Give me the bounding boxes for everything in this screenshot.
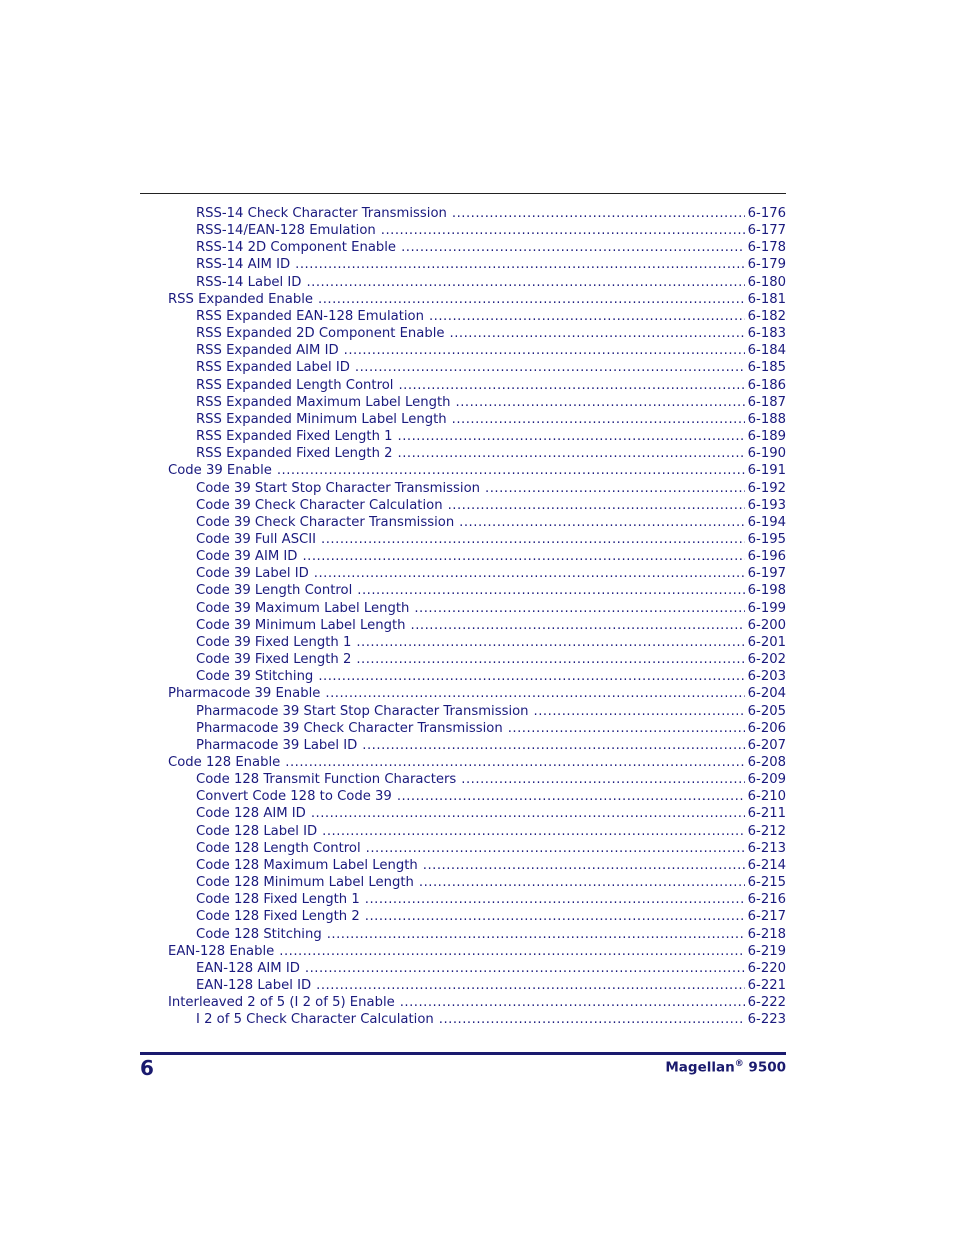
toc-dot-leader <box>357 582 744 599</box>
toc-entry-title[interactable]: Code 39 Fixed Length 1 <box>196 634 352 650</box>
toc-entry[interactable] <box>168 514 786 531</box>
toc-entry-title[interactable]: RSS-14 AIM ID <box>196 257 291 273</box>
toc-entry[interactable] <box>168 411 786 428</box>
toc-dot-leader <box>365 891 745 908</box>
toc-dot-leader <box>429 308 745 325</box>
toc-entry[interactable] <box>168 926 786 943</box>
toc-entry[interactable] <box>168 891 786 908</box>
toc-entry[interactable] <box>168 256 786 273</box>
toc-dot-leader <box>295 256 745 273</box>
footer-rule <box>140 1052 786 1055</box>
toc-entry[interactable] <box>168 805 786 822</box>
toc-entry[interactable] <box>168 857 786 874</box>
toc-entry[interactable] <box>168 1011 786 1028</box>
toc-entry-page[interactable]: 6-190 <box>747 446 786 462</box>
toc-entry[interactable] <box>168 548 786 565</box>
toc-entry-page[interactable]: 6-185 <box>747 360 786 376</box>
toc-entry-title[interactable]: Pharmacode 39 Start Stop Character Transmission <box>196 703 529 719</box>
toc-dot-leader <box>344 342 745 359</box>
table-of-contents <box>168 205 786 1029</box>
toc-entry-title[interactable]: Code 128 Maximum Label Length <box>196 857 418 873</box>
toc-dot-leader <box>534 703 745 720</box>
toc-dot-leader <box>318 291 745 308</box>
toc-dot-leader <box>461 771 744 788</box>
toc-dot-leader <box>279 943 744 960</box>
toc-entry-title[interactable]: RSS-14 2D Component Enable <box>196 240 397 256</box>
toc-entry[interactable] <box>168 291 786 308</box>
toc-entry[interactable] <box>168 943 786 960</box>
toc-entry-title[interactable]: RSS-14 Label ID <box>196 274 302 290</box>
toc-dot-leader <box>400 994 745 1011</box>
toc-entry-page[interactable]: 6-212 <box>747 823 786 839</box>
toc-entry[interactable] <box>168 531 786 548</box>
toc-entry-title[interactable]: Interleaved 2 of 5 (I 2 of 5) Enable <box>168 995 395 1011</box>
toc-entry[interactable] <box>168 565 786 582</box>
toc-entry-page[interactable]: 6-178 <box>747 240 786 256</box>
toc-dot-leader <box>448 497 745 514</box>
toc-entry-title[interactable]: RSS Expanded AIM ID <box>196 343 339 359</box>
toc-entry-title[interactable]: Code 39 Check Character Transmission <box>196 514 455 530</box>
toc-entry-title[interactable]: Code 128 Transmit Function Characters <box>196 772 457 788</box>
toc-entry[interactable] <box>168 582 786 599</box>
toc-entry[interactable] <box>168 788 786 805</box>
toc-entry-title[interactable]: Convert Code 128 to Code 39 <box>196 789 392 805</box>
toc-entry-page[interactable]: 6-220 <box>747 960 786 976</box>
toc-entry-title[interactable]: Code 39 AIM ID <box>196 549 298 565</box>
toc-entry[interactable] <box>168 908 786 925</box>
toc-entry-page[interactable]: 6-196 <box>747 549 786 565</box>
toc-dot-leader <box>362 737 744 754</box>
toc-entry[interactable] <box>168 205 786 222</box>
toc-entry[interactable] <box>168 600 786 617</box>
toc-dot-leader <box>452 205 745 222</box>
header-rule <box>140 193 786 194</box>
toc-entry-title[interactable]: RSS Expanded Maximum Label Length <box>196 394 451 410</box>
toc-entry[interactable] <box>168 342 786 359</box>
product-name: Magellan <box>665 1059 735 1076</box>
toc-dot-leader <box>459 514 745 531</box>
toc-dot-leader <box>439 1011 745 1028</box>
toc-dot-leader <box>423 857 745 874</box>
toc-dot-leader <box>277 462 745 479</box>
toc-entry[interactable] <box>168 274 786 291</box>
toc-entry-page[interactable]: 6-211 <box>747 806 786 822</box>
toc-entry-page[interactable]: 6-203 <box>747 669 786 685</box>
toc-dot-leader <box>356 651 744 668</box>
toc-entry-page[interactable]: 6-208 <box>747 755 786 770</box>
toc-entry-page[interactable]: 6-197 <box>747 566 786 582</box>
toc-entry-page[interactable]: 6-202 <box>747 652 786 668</box>
toc-entry[interactable] <box>168 703 786 720</box>
toc-dot-leader <box>305 960 745 977</box>
toc-entry-page[interactable]: 6-219 <box>747 943 786 959</box>
toc-dot-leader <box>398 377 744 394</box>
toc-entry[interactable] <box>168 994 786 1011</box>
toc-entry-page[interactable]: 6-204 <box>747 686 786 702</box>
toc-entry-page[interactable]: 6-223 <box>747 1012 786 1028</box>
toc-entry[interactable] <box>168 960 786 977</box>
toc-dot-leader <box>366 840 745 857</box>
toc-dot-leader <box>414 600 744 617</box>
toc-entry-title[interactable]: RSS Expanded Label ID <box>196 360 350 376</box>
toc-entry-page[interactable]: 6-201 <box>747 634 786 650</box>
toc-dot-leader <box>398 445 745 462</box>
toc-entry[interactable] <box>168 685 786 702</box>
toc-dot-leader <box>419 874 745 891</box>
toc-entry[interactable] <box>168 325 786 342</box>
toc-entry-title[interactable]: Pharmacode 39 Check Character Transmission <box>196 720 503 736</box>
toc-entry-title[interactable]: RSS-14/EAN-128 Emulation <box>196 223 376 239</box>
toc-entry-page[interactable]: 6-189 <box>747 429 786 445</box>
toc-entry-title[interactable]: Pharmacode 39 Enable <box>168 686 321 702</box>
toc-entry-page[interactable]: 6-200 <box>747 617 786 633</box>
toc-dot-leader <box>450 325 745 342</box>
toc-entry[interactable] <box>168 239 786 256</box>
toc-entry[interactable] <box>168 771 786 788</box>
toc-dot-leader <box>314 565 745 582</box>
toc-entry-page[interactable]: 6-221 <box>747 978 786 994</box>
toc-entry[interactable] <box>168 823 786 840</box>
toc-dot-leader <box>306 274 744 291</box>
toc-entry[interactable] <box>168 668 786 685</box>
toc-entry-page[interactable]: 6-217 <box>747 909 786 925</box>
toc-entry-title[interactable]: RSS Expanded Length Control <box>196 377 394 393</box>
toc-entry-title[interactable]: RSS Expanded EAN-128 Emulation <box>196 308 424 324</box>
toc-dot-leader <box>318 668 744 685</box>
toc-entry-page[interactable]: 6-206 <box>747 720 786 736</box>
toc-entry-page[interactable]: 6-188 <box>747 411 786 427</box>
toc-entry-title[interactable]: Code 39 Full ASCII <box>196 531 317 547</box>
toc-dot-leader <box>401 239 745 256</box>
toc-dot-leader <box>316 977 745 994</box>
toc-entry-page[interactable]: 6-180 <box>747 274 786 290</box>
toc-entry-page[interactable]: 6-186 <box>747 377 786 393</box>
page-number: 6 <box>140 1056 154 1080</box>
toc-entry-title[interactable]: RSS Expanded Fixed Length 2 <box>196 446 393 462</box>
toc-entry-title[interactable]: Code 128 Fixed Length 1 <box>196 892 360 908</box>
toc-entry-page[interactable]: 6-216 <box>747 892 786 908</box>
toc-entry-title[interactable]: Code 39 Start Stop Character Transmission <box>196 480 480 496</box>
toc-entry-title[interactable]: Code 39 Maximum Label Length <box>196 600 410 616</box>
toc-entry[interactable] <box>168 428 786 445</box>
toc-entry-title[interactable]: Code 39 Check Character Calculation <box>196 497 443 513</box>
toc-dot-leader <box>365 908 745 925</box>
toc-entry-title[interactable]: Pharmacode 39 Label ID <box>196 737 358 753</box>
toc-entry[interactable] <box>168 462 786 479</box>
toc-entry-page[interactable]: 6-191 <box>747 463 786 479</box>
toc-entry-page[interactable]: 6-195 <box>747 531 786 547</box>
toc-entry-title[interactable]: Code 128 Label ID <box>196 823 318 839</box>
toc-entry-title[interactable]: Code 39 Length Control <box>196 583 353 599</box>
toc-dot-leader <box>456 394 745 411</box>
toc-entry-page[interactable]: 6-199 <box>747 600 786 616</box>
toc-entry-page[interactable]: 6-215 <box>747 875 786 891</box>
toc-entry-page[interactable]: 6-209 <box>747 772 786 788</box>
toc-entry-title[interactable]: Code 39 Enable <box>168 463 272 479</box>
toc-dot-leader <box>452 411 745 428</box>
toc-entry-title[interactable]: RSS Expanded 2D Component Enable <box>196 326 445 342</box>
toc-entry[interactable] <box>168 497 786 514</box>
toc-entry-page[interactable]: 6-218 <box>747 926 786 942</box>
toc-dot-leader <box>325 685 744 702</box>
toc-entry[interactable] <box>168 754 786 771</box>
toc-entry-page[interactable]: 6-179 <box>747 257 786 273</box>
toc-entry[interactable] <box>168 840 786 857</box>
toc-entry-page[interactable]: 6-192 <box>747 480 786 496</box>
footer-product-title <box>665 1059 786 1076</box>
toc-dot-leader <box>508 720 745 737</box>
toc-dot-leader <box>355 359 745 376</box>
toc-entry-page[interactable]: 6-183 <box>747 326 786 342</box>
toc-entry[interactable] <box>168 977 786 994</box>
toc-entry-page[interactable]: 6-194 <box>747 514 786 530</box>
toc-dot-leader <box>321 531 745 548</box>
toc-entry-page[interactable]: 6-176 <box>747 206 786 221</box>
toc-entry[interactable] <box>168 480 786 497</box>
toc-entry[interactable] <box>168 359 786 376</box>
toc-entry-page[interactable]: 6-177 <box>747 223 786 239</box>
toc-entry-page[interactable]: 6-182 <box>747 308 786 324</box>
toc-entry-title[interactable]: EAN-128 Label ID <box>196 978 312 994</box>
toc-entry[interactable] <box>168 651 786 668</box>
toc-entry-title[interactable]: EAN-128 Enable <box>168 943 275 959</box>
toc-entry-title[interactable]: RSS Expanded Fixed Length 1 <box>196 429 393 445</box>
toc-entry-page[interactable]: 6-207 <box>747 737 786 753</box>
toc-entry-page[interactable]: 6-193 <box>747 497 786 513</box>
toc-entry[interactable] <box>168 308 786 325</box>
toc-entry-page[interactable]: 6-214 <box>747 857 786 873</box>
toc-dot-leader <box>327 926 745 943</box>
toc-dot-leader <box>485 480 745 497</box>
toc-entry[interactable] <box>168 617 786 634</box>
toc-dot-leader <box>397 788 745 805</box>
toc-entry[interactable] <box>168 634 786 651</box>
toc-entry[interactable] <box>168 377 786 394</box>
toc-dot-leader <box>311 805 745 822</box>
toc-dot-leader <box>398 428 745 445</box>
toc-entry-title[interactable]: Code 128 Minimum Label Length <box>196 875 414 891</box>
toc-entry-title[interactable]: Code 128 AIM ID <box>196 806 306 822</box>
toc-entry-title[interactable]: Code 39 Stitching <box>196 669 314 685</box>
toc-entry-title[interactable]: I 2 of 5 Check Character Calculation <box>196 1012 434 1028</box>
toc-entry[interactable] <box>168 874 786 891</box>
product-model: 9500 <box>748 1059 786 1076</box>
toc-dot-leader <box>322 823 745 840</box>
toc-dot-leader <box>356 634 744 651</box>
toc-entry-title[interactable]: RSS-14 Check Character Transmission <box>196 206 447 221</box>
toc-entry[interactable] <box>168 720 786 737</box>
toc-entry-page[interactable]: 6-205 <box>747 703 786 719</box>
toc-entry-page[interactable]: 6-198 <box>747 583 786 599</box>
registered-mark: ® <box>734 1059 744 1069</box>
toc-entry-page[interactable]: 6-184 <box>747 343 786 359</box>
toc-entry-title[interactable]: Code 128 Fixed Length 2 <box>196 909 360 925</box>
toc-dot-leader <box>285 754 744 771</box>
toc-dot-leader <box>302 548 744 565</box>
toc-dot-leader <box>411 617 745 634</box>
toc-dot-leader <box>381 222 745 239</box>
toc-entry[interactable] <box>168 222 786 239</box>
toc-entry-page[interactable]: 6-187 <box>747 394 786 410</box>
toc-entry[interactable] <box>168 445 786 462</box>
toc-entry-title[interactable]: Code 128 Length Control <box>196 840 361 856</box>
toc-entry-title[interactable]: Code 128 Enable <box>168 755 281 770</box>
toc-entry-title[interactable]: RSS Expanded Minimum Label Length <box>196 411 447 427</box>
toc-entry-page[interactable]: 6-213 <box>747 840 786 856</box>
toc-entry[interactable] <box>168 394 786 411</box>
toc-entry-page[interactable]: 6-222 <box>747 995 786 1011</box>
toc-entry-title[interactable]: EAN-128 AIM ID <box>196 960 300 976</box>
toc-entry-title[interactable]: Code 128 Stitching <box>196 926 322 942</box>
toc-entry-title[interactable]: Code 39 Minimum Label Length <box>196 617 406 633</box>
toc-entry-title[interactable]: RSS Expanded Enable <box>168 291 314 307</box>
toc-entry-title[interactable]: Code 39 Fixed Length 2 <box>196 652 352 668</box>
toc-entry[interactable] <box>168 737 786 754</box>
toc-entry-title[interactable]: Code 39 Label ID <box>196 566 309 582</box>
toc-entry-page[interactable]: 6-210 <box>747 789 786 805</box>
toc-entry-page[interactable]: 6-181 <box>747 291 786 307</box>
